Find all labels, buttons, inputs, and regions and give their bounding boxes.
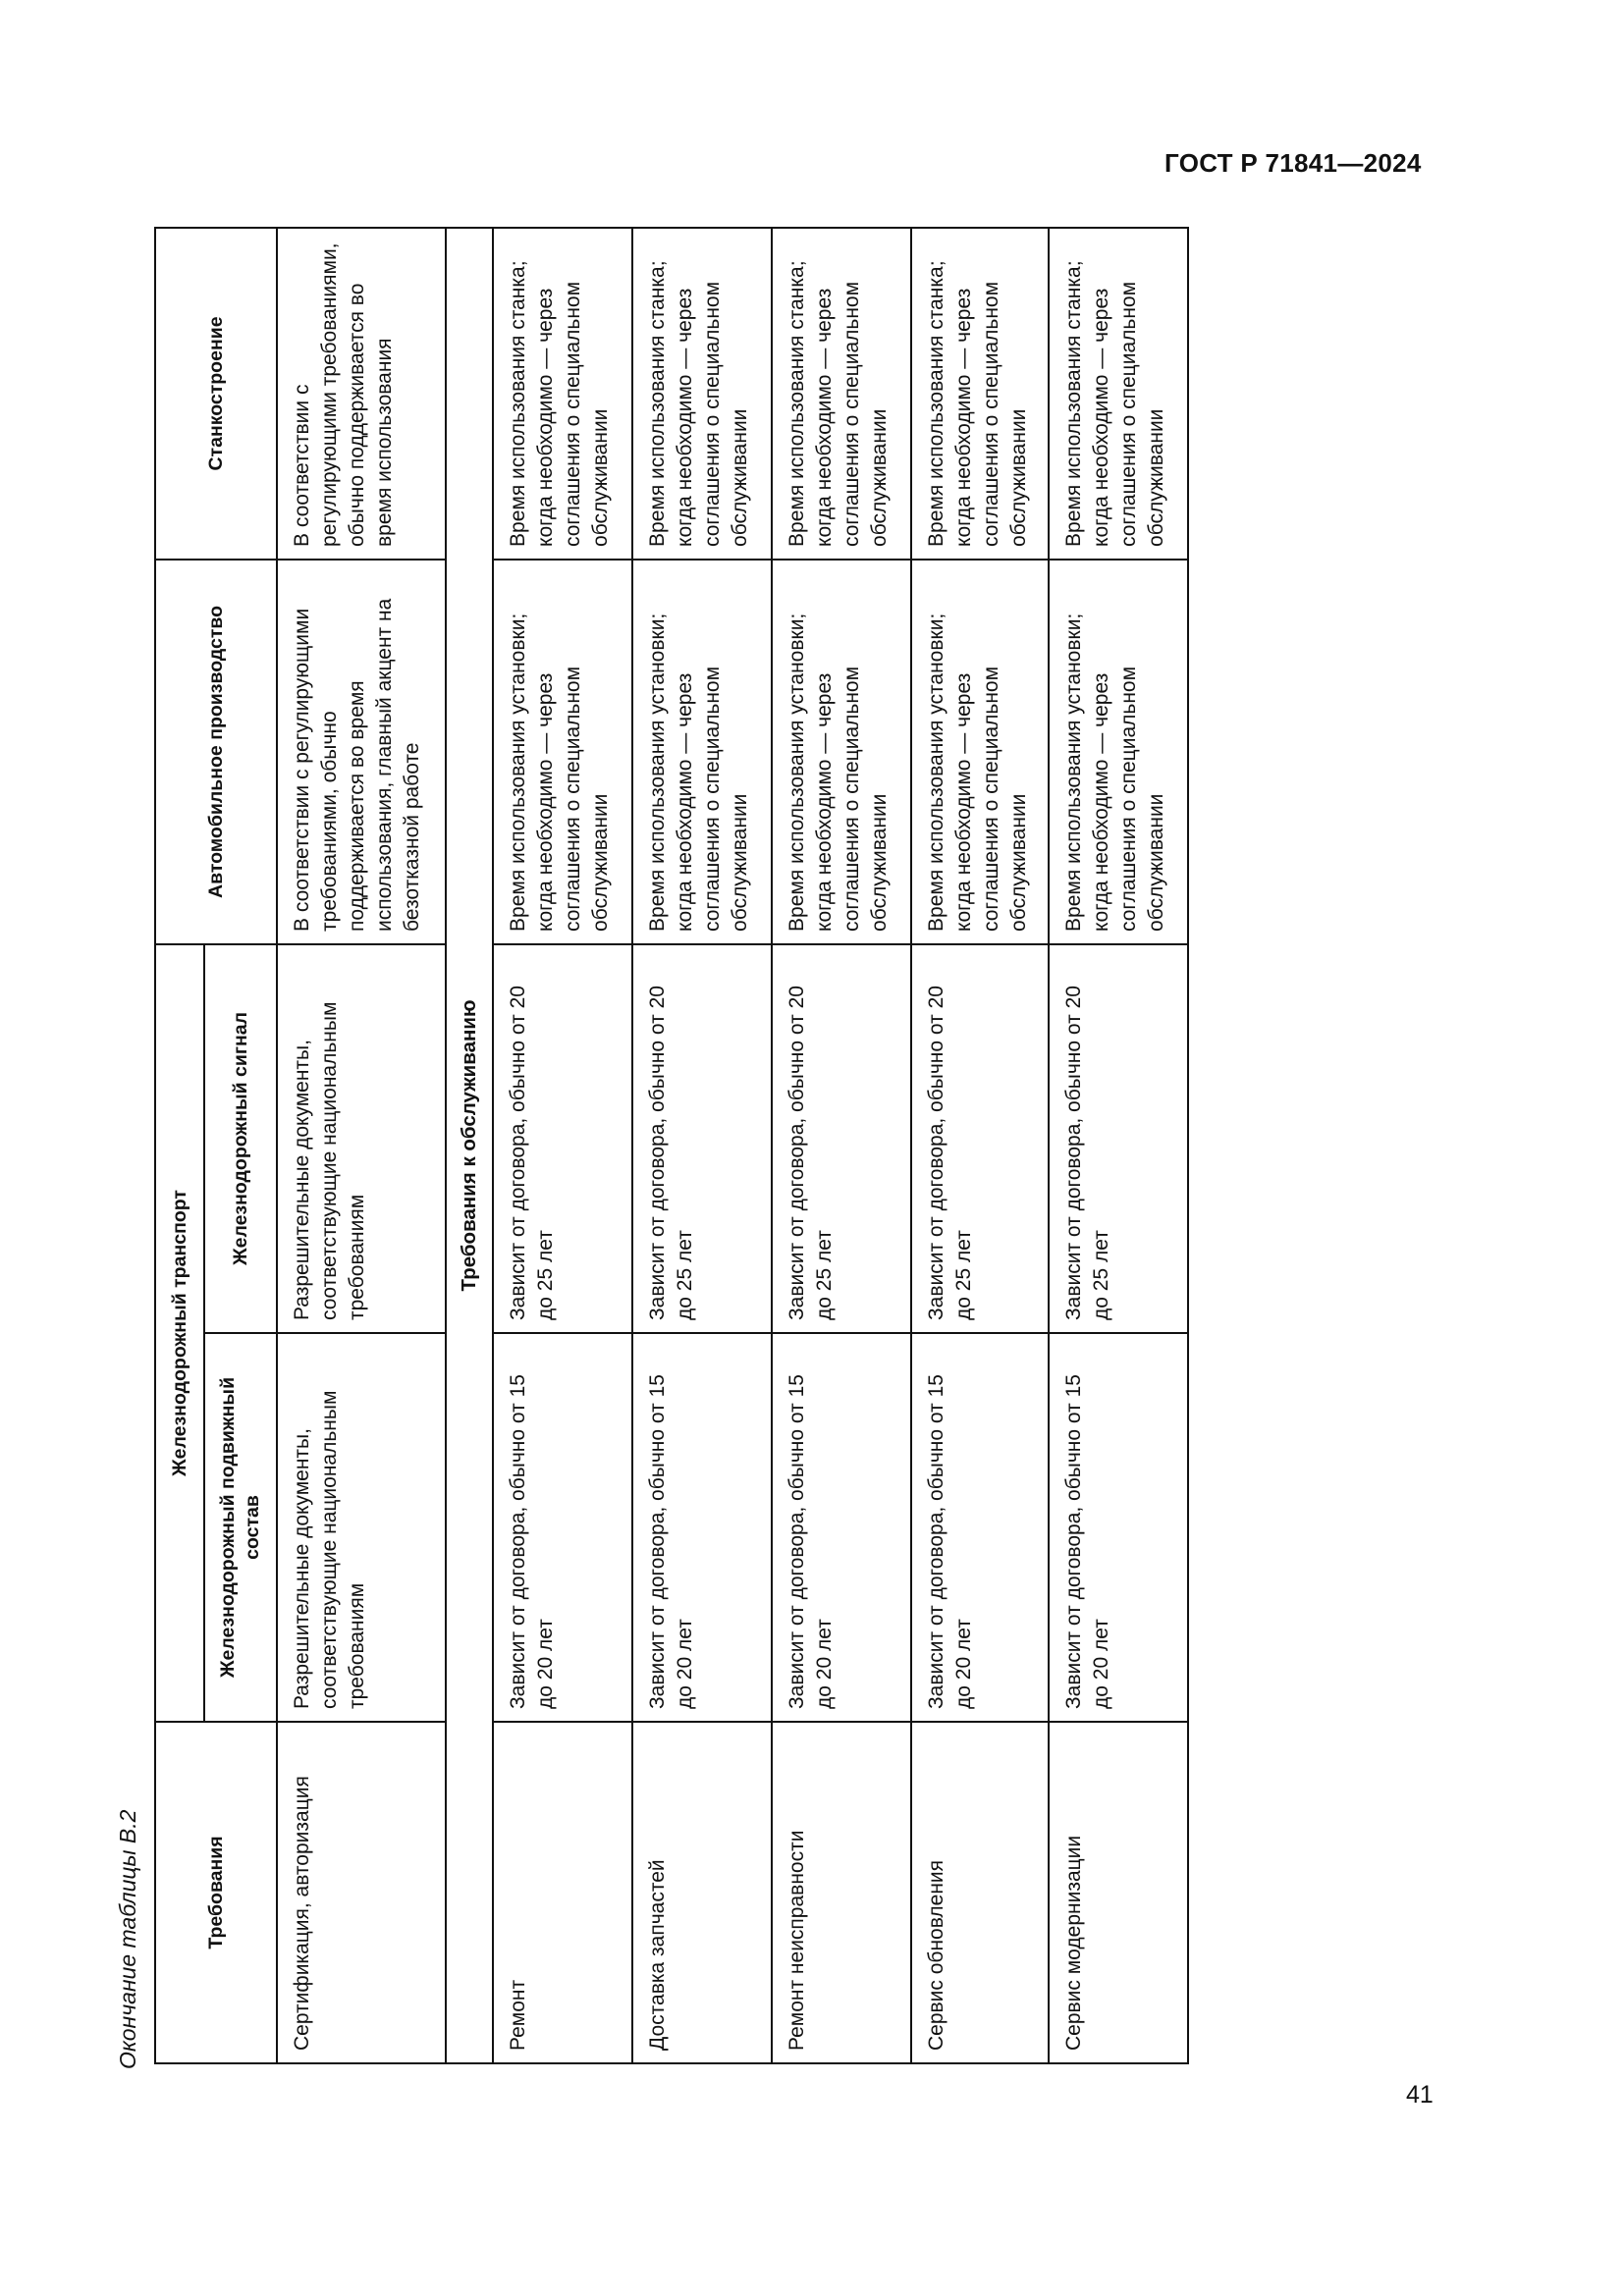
cell-machine-tool: Время использования станка; когда необходимо — через соглашения о специальном обслуживании bbox=[632, 228, 772, 560]
cell-railway-signal: Зависит от договора, обычно от 20 до 25 лет bbox=[493, 944, 632, 1333]
cell-railway-signal: Зависит от договора, обычно от 20 до 25 лет bbox=[632, 944, 772, 1333]
cell-machine-tool: Время использования станка; когда необходимо — через соглашения о специальном обслуживании bbox=[1049, 228, 1188, 560]
header-machine-tool: Станкостроение bbox=[155, 228, 277, 560]
cell-rolling-stock: Зависит от договора, обычно от 15 до 20 лет bbox=[772, 1333, 911, 1722]
table-caption: Окончание таблицы В.2 bbox=[115, 1809, 140, 2069]
table-row bbox=[632, 228, 772, 2063]
cell-requirement: Ремонт bbox=[493, 1722, 632, 2063]
cell-rolling-stock: Зависит от договора, обычно от 15 до 20 лет bbox=[632, 1333, 772, 1722]
cell-requirement: Ремонт неисправности bbox=[772, 1722, 911, 2063]
requirements-table-rotated bbox=[154, 229, 1185, 2064]
cell-requirement: Сервис модернизации bbox=[1049, 1722, 1188, 2063]
header-requirements: Требования bbox=[155, 1722, 277, 2063]
certification-row bbox=[277, 228, 446, 2063]
table-row bbox=[772, 228, 911, 2063]
cell-requirement: Доставка запчастей bbox=[632, 1722, 772, 2063]
cell-requirement: Сертификация, авторизация bbox=[277, 1722, 446, 2063]
section-row bbox=[446, 228, 493, 2063]
cell-machine-tool: Время использования станка; когда необходимо — через соглашения о специальном обслуживании bbox=[911, 228, 1049, 560]
cell-railway-signal: Разрешительные документы, соответствующие национальным требованиям bbox=[277, 944, 446, 1333]
page-number: 41 bbox=[1406, 2081, 1434, 2109]
header-rolling-stock: Железнодорожный подвижный состав bbox=[204, 1333, 277, 1722]
standard-code: ГОСТ Р 71841—2024 bbox=[1164, 148, 1422, 178]
cell-automotive: В соответствии с регулирующими требованиями, обычно поддерживается во время использования, главный акцент на безотказной работе bbox=[277, 560, 446, 944]
cell-automotive: Время использования установки; когда необходимо — через соглашения о специальном обслуживании bbox=[493, 560, 632, 944]
table-row bbox=[911, 228, 1049, 2063]
cell-rolling-stock: Зависит от договора, обычно от 15 до 20 лет bbox=[911, 1333, 1049, 1722]
cell-rolling-stock: Зависит от договора, обычно от 15 до 20 лет bbox=[1049, 1333, 1188, 1722]
cell-automotive: Время использования установки; когда необходимо — через соглашения о специальном обслуживании bbox=[911, 560, 1049, 944]
requirements-table bbox=[154, 227, 1189, 2064]
table-row bbox=[1049, 228, 1188, 2063]
header-railway-signal: Железнодорожный сигнал bbox=[204, 944, 277, 1333]
cell-railway-signal: Зависит от договора, обычно от 20 до 25 лет bbox=[1049, 944, 1188, 1333]
section-title: Требования к обслуживанию bbox=[446, 228, 493, 2063]
cell-automotive: Время использования установки; когда необходимо — через соглашения о специальном обслуживании bbox=[632, 560, 772, 944]
cell-automotive: Время использования установки; когда необходимо — через соглашения о специальном обслуживании bbox=[1049, 560, 1188, 944]
cell-automotive: Время использования установки; когда необходимо — через соглашения о специальном обслуживании bbox=[772, 560, 911, 944]
cell-machine-tool: В соответствии с регулирующими требованиями, обычно поддерживается во время использования bbox=[277, 228, 446, 560]
cell-rolling-stock: Зависит от договора, обычно от 15 до 20 лет bbox=[493, 1333, 632, 1722]
cell-railway-signal: Зависит от договора, обычно от 20 до 25 лет bbox=[911, 944, 1049, 1333]
header-railway-group: Железнодорожный транспорт bbox=[155, 944, 204, 1722]
header-automotive: Автомобильное производство bbox=[155, 560, 277, 944]
cell-requirement: Сервис обновления bbox=[911, 1722, 1049, 2063]
table-row bbox=[493, 228, 632, 2063]
header-row-1 bbox=[155, 228, 204, 2063]
cell-rolling-stock: Разрешительные документы, соответствующие национальным требованиям bbox=[277, 1333, 446, 1722]
cell-railway-signal: Зависит от договора, обычно от 20 до 25 лет bbox=[772, 944, 911, 1333]
cell-machine-tool: Время использования станка; когда необходимо — через соглашения о специальном обслуживании bbox=[772, 228, 911, 560]
cell-machine-tool: Время использования станка; когда необходимо — через соглашения о специальном обслуживании bbox=[493, 228, 632, 560]
